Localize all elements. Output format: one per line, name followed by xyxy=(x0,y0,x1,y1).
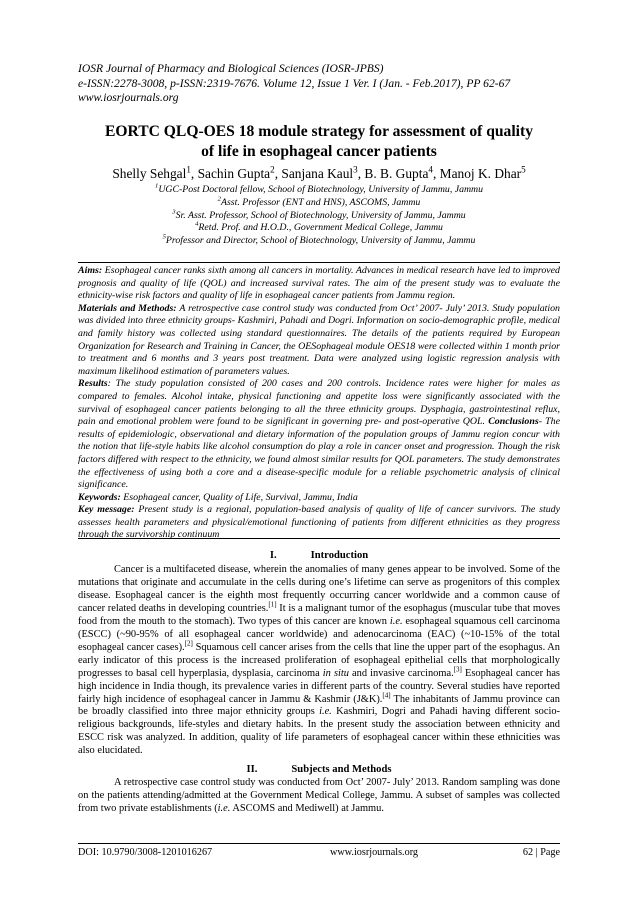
abstract-methods: Materials and Methods: A retrospective case control study was conducted from Oct’ 2007- July’ 2013. Study population was divided into three ethnicity groups- Kashmiri, Pahadi and Dogri. Information on socio-demographic profile, medical and family history was collected using standard questionnaires. The details of the patients required by European Organization for Research and Training in Cancer, the OESophageal module OES18 were collected within 1 month prior to treatment and 6 months and 3 years post treatment. Data were analyzed using logistic regression analysis with maximum likelihood estimation of parameters values. xyxy=(78,302,560,377)
methods-body xyxy=(78,777,560,816)
author: Sanjana Kaul$^3$, xyxy=(281,164,365,181)
abstract-key-message: Key message: Present study is a regional, population-based analysis of quality of life of cancer survivors. The study assesses health parameters and physical/emotional functioning of patients from different ethnicities as they progress through the survivorship continuum xyxy=(78,504,560,541)
author: Shelly Sehgal$^1$, xyxy=(112,164,198,181)
footer-doi: DOI: 10.9790/3008-1201016267 xyxy=(78,847,213,858)
title-line-1: EORTC QLQ-OES 18 module strategy for assessment of quality xyxy=(105,123,533,140)
abstract-aims: Aims: Esophageal cancer ranks sixth among all cancers in mortality. Advances in medical research have led to improved prognosis and quality of life (QOL) and increased survival rates. The aim of the present study was to evaluate the ethnicity-wise risk factors and quality of life in esophageal cancer patients from Jammu region. xyxy=(78,265,560,302)
abstract-keywords: Keywords: Esophageal cancer, Quality of Life, Survival, Jammu, India xyxy=(78,491,358,503)
paragraph: A retrospective case control study was conducted from Oct’ 2007- July’ 2013. Random sampling was done on the patients attending/admitted at the Government Medical College, Jammu. A subset of samples was collected from two private establishments (i.e. ASCOMS and Mediwell) at Jammu. xyxy=(78,777,560,814)
citation: [4] xyxy=(382,691,391,700)
abstract-results: Results: The study population consisted of 200 cases and 200 controls. Incidence rates were higher for males as compared to females. Alcohol intake, physical functioning and appetite loss were significantly associated with the survival of esophageal cancer patients belonging to all the three ethnicity groups. Dysphagia, gastrointestinal reflux, pain and emotional problem were found to be significant in governing pre- and post-operative QOL. Conclusions- The results of epidemiologic, observational and dietary information of the population groups of Jammu region concur with the notion that life-style habits like alcohol consumption do play a role in cancer onset and progression. Though the risk factors differed with respect to the ethnicity, we found almost similar results for QOL parameters. The study demonstrates the effectiveness of using both a core and a disease-specific module for a reliable psychometric analysis of clinical significance. xyxy=(78,378,560,491)
section-heading-introduction: I. Introduction xyxy=(269,550,369,561)
citation: [1] xyxy=(268,600,277,609)
affiliation: $^2$Asst. Professor (ENT and HNS), ASCOMS, Jammu xyxy=(217,195,421,208)
affiliation: $^3$Sr. Asst. Professor, School of Biotechnology, University of Jammu, Jammu xyxy=(172,208,466,221)
issn-line: e-ISSN:2278-3008, p-ISSN:2319-7676. Volume 12, Issue 1 Ver. I (Jan. - Feb.2017), PP 62-67 xyxy=(78,76,511,90)
affiliation: $^1$UGC-Post Doctoral fellow, School of Biotechnology, University of Jammu, Jammu xyxy=(154,182,484,195)
section-heading-methods: II. Subjects and Methods xyxy=(246,764,392,775)
footer-page-number: 62 | Page xyxy=(522,847,560,858)
author: Manoj K. Dhar$^5$ xyxy=(439,164,526,181)
paragraph: Cancer is a multifaceted disease, wherein the anomalies of many genes appear to be involved. Some of the mutations that originate and accumulate in the cells during one’s lifetime can serve as progenitors of this complex disease. Esophageal cancer is the eighth most frequently occurring cancer worldwide and a common cause of cancer related deaths in developing countries.[1] It is a malignant tumor of the esophagus (muscular tube that moves food from the mouth to the stomach). Two types of this cancer are known i.e. esophageal squamous cell carcinoma (ESCC) (~90-95% of all esophageal cancer worldwide) and adenocarcinoma (EAC) (~10-15% of the total esophageal cancer cases).[2] Squamous cell cancer arises from the cells that line the upper part of the esophagus. An early indicator of this process is the increased proliferation of esophageal epithelial cells that morphologically progresses to basal cell hyperplasia, dysplasia, carcinoma in situ and invasive carcinoma.[3] Esophageal cancer has high incidence in India though, its prevalence varies in different parts of the country. Several studies have reported fairly high incidence of esophageal cancer in Jammu & Kashmir (J&K).[4] The inhabitants of Jammu province can be broadly classified into three major ethnicity groups i.e. Kashmiri, Dogri and Pahadi having different socio-religious backgrounds, life-styles and dietary habits. In the present study the association between ethnicity and ESCC risk was analyzed. In addition, quality of life parameters of esophageal cancer within these ethnicities was also elucidated. xyxy=(78,564,561,757)
abstract-top-rule xyxy=(78,262,560,263)
citation: [3] xyxy=(453,665,462,674)
title-line-2: of life in esophageal cancer patients xyxy=(201,142,437,160)
journal-name: IOSR Journal of Pharmacy and Biological Sciences (IOSR-JPBS) xyxy=(78,62,384,75)
affiliation: $^5$Professor and Director, School of Biotechnology, University of Jammu, Jammu xyxy=(162,233,476,247)
affiliation-list xyxy=(78,184,560,248)
journal-website: www.iosrjournals.org xyxy=(78,91,179,105)
footer-rule xyxy=(78,843,560,844)
journal-header xyxy=(78,62,560,106)
affiliation: $^4$Retd. Prof. and H.O.D., Government Medical College, Jammu xyxy=(195,221,443,234)
introduction-body xyxy=(78,564,560,758)
footer-website: www.iosrjournals.org xyxy=(330,847,419,858)
author-list xyxy=(78,165,560,182)
abstract xyxy=(78,265,560,542)
abstract-bottom-rule xyxy=(78,538,560,539)
author: B. B. Gupta$^4$, xyxy=(364,164,440,181)
paper-title xyxy=(78,122,560,161)
author: Sachin Gupta$^2$, xyxy=(197,164,282,181)
citation: [2] xyxy=(184,639,193,648)
